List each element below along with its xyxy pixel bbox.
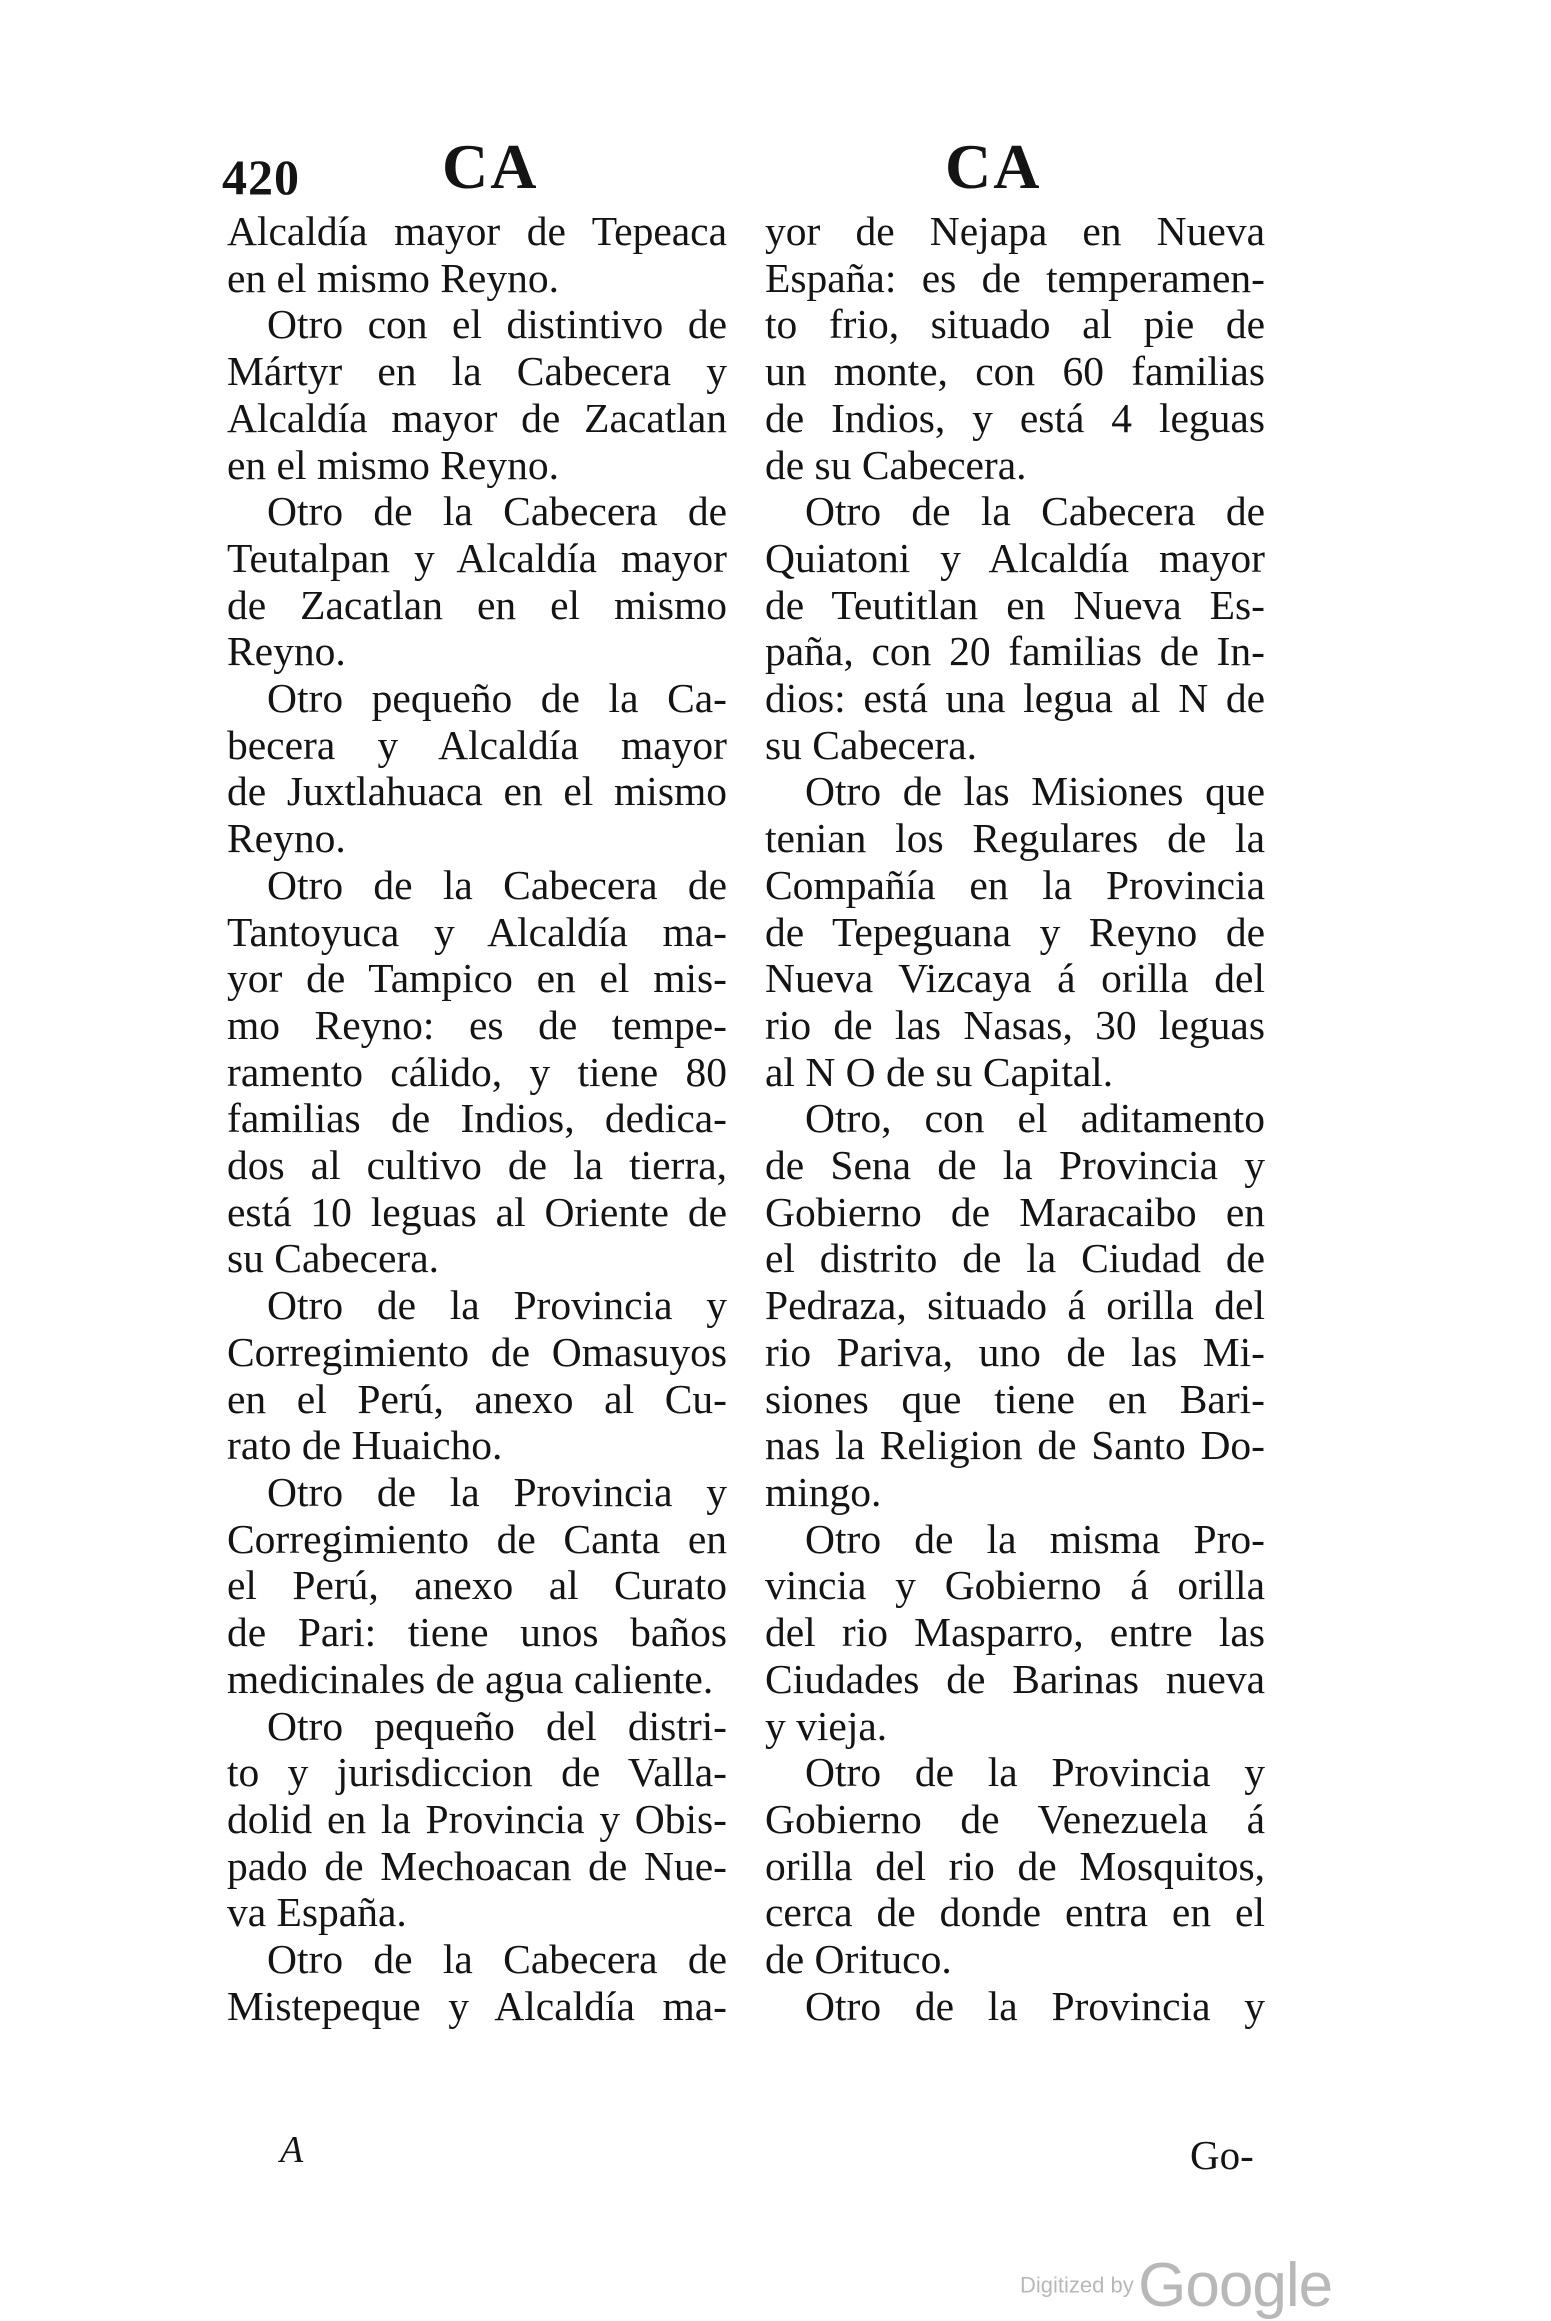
page-header: [0, 130, 1551, 210]
text-line: dos al cultivo de la tierra,: [227, 1142, 727, 1189]
text-line: medicinales de agua caliente.: [227, 1655, 714, 1702]
text-line: de su Cabecera.: [765, 441, 1027, 488]
text-line: rio Pariva, uno de las Mi-: [765, 1328, 1265, 1375]
text-line: familias de Indios, dedica-: [227, 1095, 727, 1142]
text-line: su Cabecera.: [227, 1235, 439, 1282]
text-line: orilla del rio de Mosquitos,: [765, 1842, 1265, 1889]
text-line: en el mismo Reyno.: [227, 254, 559, 301]
text-line: Reyno.: [227, 815, 346, 862]
text-line: en el Perú, anexo al Cu-: [227, 1375, 727, 1422]
text-line: de Tepeguana y Reyno de: [765, 908, 1265, 955]
running-head-right: CA: [945, 131, 1042, 202]
text-line: tenian los Regulares de la: [765, 815, 1265, 862]
text-line: vincia y Gobierno á orilla: [765, 1562, 1265, 1609]
text-line: dios: está una legua al N de: [765, 675, 1265, 722]
text-line: Ciudades de Barinas nueva: [765, 1655, 1265, 1702]
text-line: Otro de la Provincia y: [805, 1749, 1265, 1796]
text-line: Gobierno de Venezuela á: [765, 1795, 1265, 1842]
text-line: pado de Mechoacan de Nue-: [227, 1842, 727, 1889]
digitization-watermark: [1020, 2250, 1332, 2321]
text-line: Corregimiento de Canta en: [227, 1515, 727, 1562]
text-line: yor de Tampico en el mis-: [227, 955, 727, 1002]
catchword: Go-: [1190, 2132, 1254, 2178]
text-line: dolid en la Provincia y Obis-: [227, 1795, 727, 1842]
text-line: de Sena de la Provincia y: [765, 1142, 1265, 1189]
watermark-prefix: Digitized by: [1020, 2272, 1134, 2298]
text-line: el distrito de la Ciudad de: [765, 1235, 1265, 1282]
text-line: paña, con 20 familias de In-: [765, 628, 1265, 675]
text-line: de Zacatlan en el mismo: [227, 581, 727, 628]
text-line: de Teutitlan en Nueva Es-: [765, 581, 1265, 628]
text-line: Alcaldía mayor de Zacatlan: [227, 394, 727, 441]
text-line: rio de las Nasas, 30 leguas: [765, 1001, 1265, 1048]
text-line: Mistepeque y Alcaldía ma-: [227, 1982, 727, 2029]
text-line: Nueva Vizcaya á orilla del: [765, 955, 1265, 1002]
text-line: está 10 leguas al Oriente de: [227, 1188, 727, 1235]
text-line: rato de Huaicho.: [227, 1422, 503, 1469]
text-line: Alcaldía mayor de Tepeaca: [227, 208, 727, 254]
text-line: de Pari: tiene unos baños: [227, 1609, 727, 1656]
text-line: un monte, con 60 familias: [765, 348, 1265, 395]
text-line: de Juxtlahuaca en el mismo: [227, 768, 727, 815]
text-line: to y jurisdiccion de Valla-: [227, 1749, 727, 1796]
text-line: Otro de la Cabecera de: [805, 488, 1265, 535]
running-head-left: CA: [442, 131, 539, 202]
text-line: cerca de donde entra en el: [765, 1889, 1265, 1936]
text-line: Otro de la Provincia y: [805, 1982, 1265, 2029]
text-line: Reyno.: [227, 628, 346, 675]
text-line: Otro de la Provincia y: [267, 1468, 727, 1515]
text-line: Otro de la Provincia y: [267, 1282, 727, 1329]
right-column: [765, 208, 1265, 2029]
text-line: de Orituco.: [765, 1936, 952, 1983]
text-line: Otro, con el aditamento: [805, 1095, 1265, 1142]
text-line: Tantoyuca y Alcaldía ma-: [227, 908, 727, 955]
text-line: Otro pequeño del distri-: [267, 1702, 727, 1749]
text-line: Otro de la Cabecera de: [267, 861, 727, 908]
text-line: Otro con el distintivo de: [267, 301, 727, 348]
text-line: mingo.: [765, 1468, 882, 1515]
text-line: de Indios, y está 4 leguas: [765, 394, 1265, 441]
text-line: en el mismo Reyno.: [227, 441, 559, 488]
text-line: Otro de la Cabecera de: [267, 1936, 727, 1983]
text-line: siones que tiene en Bari-: [765, 1375, 1265, 1422]
text-line: ramento cálido, y tiene 80: [227, 1048, 727, 1095]
page-number: 420: [222, 149, 300, 205]
text-line: su Cabecera.: [765, 721, 977, 768]
text-line: Quiatoni y Alcaldía mayor: [765, 534, 1265, 581]
text-line: Gobierno de Maracaibo en: [765, 1188, 1265, 1235]
text-line: España: es de temperamen-: [765, 254, 1265, 301]
text-line: Mártyr en la Cabecera y: [227, 348, 727, 395]
text-line: Pedraza, situado á orilla del: [765, 1282, 1265, 1329]
text-line: Teutalpan y Alcaldía mayor: [227, 534, 727, 581]
watermark-brand: Google: [1138, 2251, 1333, 2320]
text-line: Compañía en la Provincia: [765, 861, 1265, 908]
text-line: yor de Nejapa en Nueva: [765, 208, 1265, 254]
text-line: Otro de la Cabecera de: [267, 488, 727, 535]
text-line: y vieja.: [765, 1702, 888, 1749]
text-line: Otro de las Misiones que: [805, 768, 1265, 815]
signature-mark: A: [280, 2129, 304, 2171]
text-line: Corregimiento de Omasuyos: [227, 1328, 727, 1375]
text-line: Otro de la misma Pro-: [805, 1515, 1265, 1562]
text-line: nas la Religion de Santo Do-: [765, 1422, 1265, 1469]
text-line: becera y Alcaldía mayor: [227, 721, 727, 768]
text-line: Otro pequeño de la Ca-: [267, 675, 727, 722]
text-line: mo Reyno: es de tempe-: [227, 1001, 727, 1048]
text-line: el Perú, anexo al Curato: [227, 1562, 727, 1609]
text-line: to frio, situado al pie de: [765, 301, 1265, 348]
text-line: al N O de su Capital.: [765, 1048, 1114, 1095]
text-line: va España.: [227, 1889, 407, 1936]
text-line: del rio Masparro, entre las: [765, 1609, 1265, 1656]
left-column: [227, 208, 727, 2029]
